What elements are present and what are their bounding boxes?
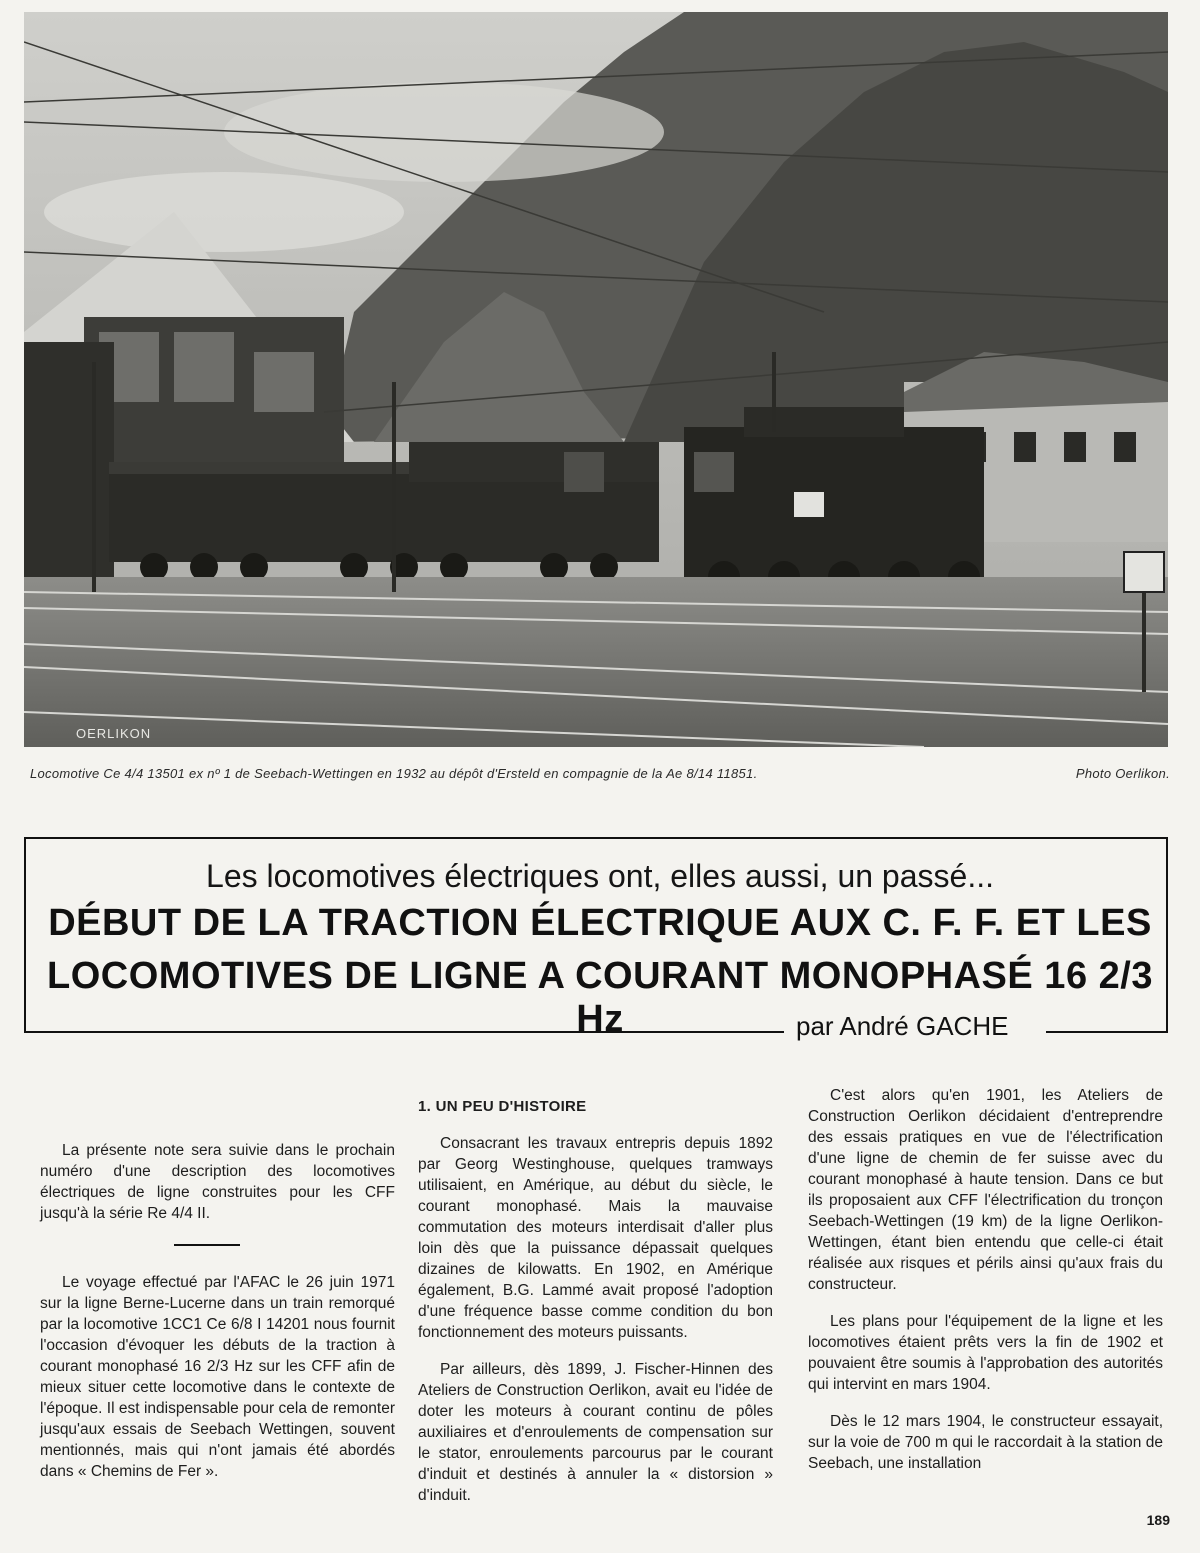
column3-paragraph-2: Les plans pour l'équipement de la ligne et les locomotives étaient prêts vers la fin de 1902 et pouvaient être soumis à l'approbation des autorités qui intervint en mars 1904. [808, 1313, 1163, 1393]
page-number: 189 [1146, 1512, 1170, 1528]
photo-watermark: OERLIKON [76, 726, 152, 741]
byline-rule-left [24, 1031, 784, 1033]
column3-paragraph-3: Dès le 12 mars 1904, le constructeur essayait, sur la voie de 700 m qui le raccordait à la station de Seebach, une installation [808, 1413, 1163, 1472]
photo-illustration [24, 12, 1168, 747]
byline-rule-right [1046, 1031, 1168, 1033]
article-byline: par André GACHE [796, 1011, 1009, 1041]
intro-note: La présente note sera suivie dans le prochain numéro d'une description des locomotives électriques de ligne construites pour les CFF jusqu'à la série Re 4/4 II. [40, 1142, 395, 1222]
photo-caption [30, 766, 1170, 781]
article-headline-line1: DÉBUT DE LA TRACTION ÉLECTRIQUE AUX C. F. F. ET LES [48, 902, 1152, 944]
locomotive-photo [24, 12, 1168, 747]
article-headline-line2: LOCOMOTIVES DE LIGNE A COURANT MONOPHASÉ 16 2/3 Hz [47, 955, 1153, 1040]
article-kicker: Les locomotives électriques ont, elles aussi, un passé... [206, 858, 994, 894]
column-3 [808, 1085, 1163, 1490]
caption-text: Locomotive Ce 4/4 13501 ex nº 1 de Seebach-Wettingen en 1932 au dépôt d'Ersteld en compagnie de la Ae 8/14 11851. [30, 766, 758, 781]
section-heading: 1. UN PEU D'HISTOIRE [418, 1098, 587, 1115]
photo-credit: Photo Oerlikon. [1075, 766, 1170, 781]
byline-row [24, 1011, 1168, 1051]
column2-paragraph-1: Consacrant les travaux entrepris depuis 1892 par Georg Westinghouse, quelques tramways utilisaient, en Amérique, au début du siècle, le courant monophasé. Mais la mauvaise commutation des moteurs interdisait d'aller plus loin dès que la puissance dépassait quelques dizaines de kilowatts. En 1902, en Amérique également, B.G. Lammé avait proposé l'adoption d'une fréquence basse comme condition du bon fonctionnement des moteurs puissants. [418, 1135, 773, 1341]
column-1 [40, 1140, 395, 1498]
column-2 [418, 1096, 773, 1522]
column3-paragraph-1: C'est alors qu'en 1901, les Ateliers de Construction Oerlikon décidaient d'entreprendre des essais pratiques en vue de l'électrification d'une ligne de chemin de fer suisse avec du courant monophasé à haute tension. Dans ce but ils proposaient aux CFF l'électrification du tronçon Seebach-Wettingen (19 km) de la ligne Oerlikon-Wettingen, étant bien entendu que celle-ci était réalisée aux risques et périls ainsi qu'aux frais du constructeur. [808, 1087, 1163, 1293]
column2-paragraph-2: Par ailleurs, dès 1899, J. Fischer-Hinnen des Ateliers de Construction Oerlikon, avait eu l'idée de doter les moteurs à courant continu de pôles auxiliaires et d'enroulements de compensation sur le stator, enroulements parcourus par le courant d'induit et destinés à annuler la « distorsion » d'induit. [418, 1361, 773, 1504]
section-divider [174, 1244, 240, 1246]
column1-paragraph: Le voyage effectué par l'AFAC le 26 juin 1971 sur la ligne Berne-Lucerne dans un train remorqué par la locomotive 1CC1 Ce 6/8 I 14201 nous fournit l'occasion d'évoquer les débuts de la traction à courant monophasé 16 2/3 Hz sur les CFF afin de mieux situer cette locomotive dans le contexte de l'époque. Il est indispensable pour cela de remonter jusqu'aux essais de Seebach Wettingen, souvent mentionnés, mais qui n'ont jamais été abordés dans « Chemins de Fer ». [40, 1274, 395, 1480]
